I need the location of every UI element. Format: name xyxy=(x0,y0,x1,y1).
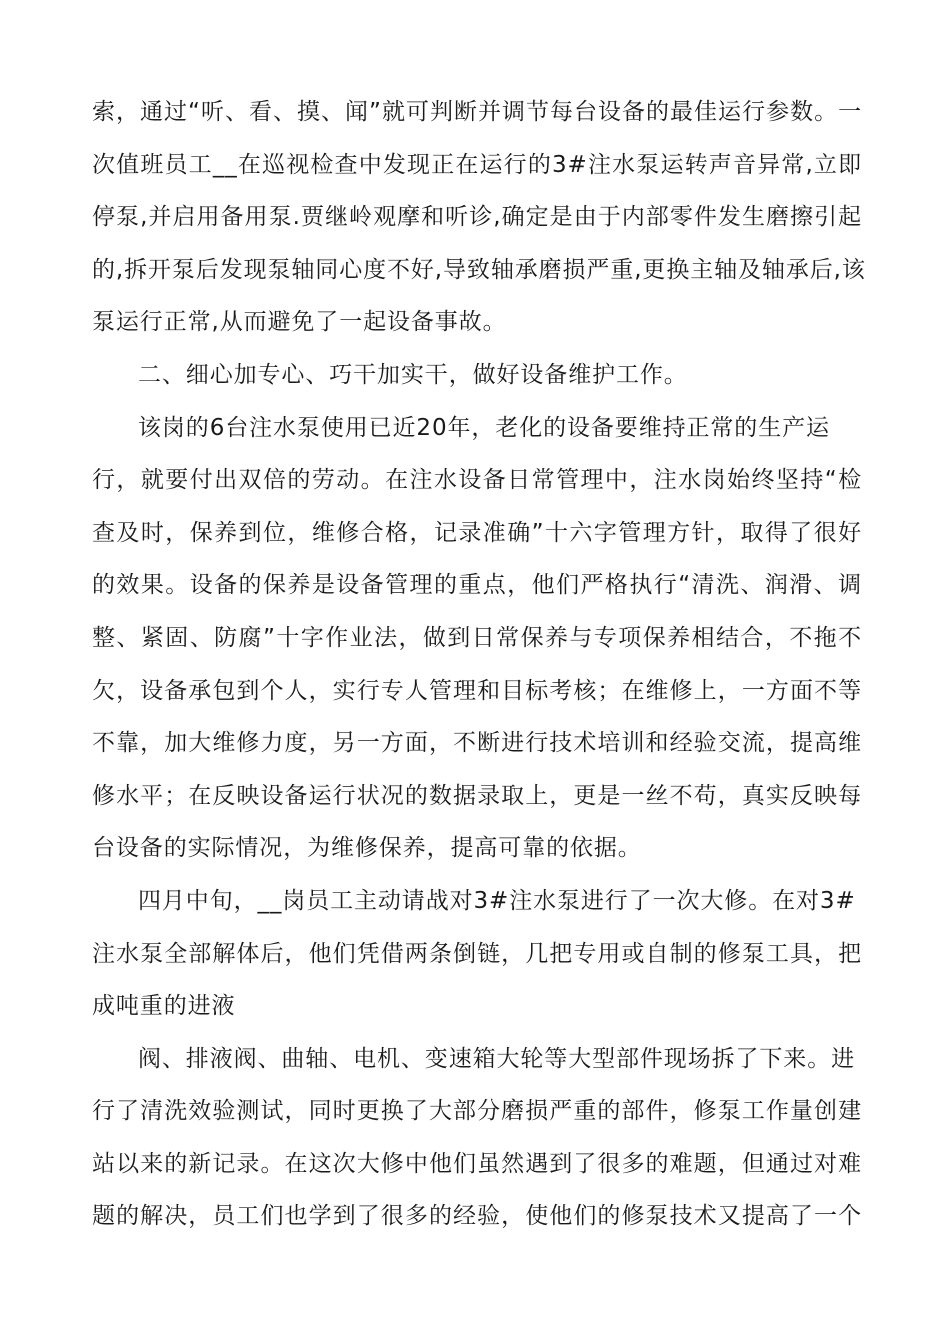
text-line: 不靠，加大维修力度，另一方面，不断进行技术培训和经验交流，提高维 xyxy=(92,730,862,757)
text-line: 站以来的新记录。在这次大修中他们虽然遇到了很多的难题，但通过对难 xyxy=(92,1150,862,1177)
document-body xyxy=(92,86,866,1243)
text-line: 题的解决，员工们也学到了很多的经验，使他们的修泵技术又提高了一个 xyxy=(92,1203,862,1230)
text-line: 停泵,并启用备用泵.贾继岭观摩和听诊,确定是由于内部零件发生磨擦引起 xyxy=(92,204,862,231)
text-line: 的效果。设备的保养是设备管理的重点，他们严格执行“清洗、润滑、调 xyxy=(92,572,862,599)
text-line: 欠，设备承包到个人，实行专人管理和目标考核；在维修上，一方面不等 xyxy=(92,677,862,704)
text-line: 行，就要付出双倍的劳动。在注水设备日常管理中，注水岗始终坚持“检 xyxy=(92,467,862,494)
text-line: 阀、排液阀、曲轴、电机、变速箱大轮等大型部件现场拆了下来。进 xyxy=(138,1045,855,1072)
paragraph-overhaul xyxy=(92,875,862,1033)
paragraph-pump-diagnosis xyxy=(92,86,866,349)
text-line: 台设备的实际情况，为维修保养，提高可靠的依据。 xyxy=(92,835,642,862)
text-line: 行了清洗效验测试，同时更换了大部分磨损严重的部件，修泵工作量创建 xyxy=(92,1098,862,1125)
text-line: 四月中旬，__岗员工主动请战对3#注水泵进行了一次大修。在对3# xyxy=(138,887,856,914)
text-line: 该岗的6台注水泵使用已近20年，老化的设备要维持正常的生产运 xyxy=(138,414,830,441)
text-line: 修水平；在反映设备运行状况的数据录取上，更是一丝不苟，真实反映每 xyxy=(92,782,862,809)
text-line: 查及时，保养到位，维修合格，记录准确”十六字管理方针，取得了很好 xyxy=(92,519,862,546)
text-line: 成吨重的进液 xyxy=(92,993,236,1020)
paragraph-maintenance xyxy=(92,402,862,875)
section-heading xyxy=(92,349,862,402)
text-line: 泵运行正常,从而避免了一起设备事故。 xyxy=(92,309,507,336)
text-line: 整、紧固、防腐”十字作业法，做到日常保养与专项保养相结合，不拖不 xyxy=(92,624,862,651)
text-line: 注水泵全部解体后，他们凭借两条倒链，几把专用或自制的修泵工具，把 xyxy=(92,940,862,967)
text-line: 二、细心加专心、巧干加实干，做好设备维护工作。 xyxy=(138,361,688,388)
text-line: 的,拆开泵后发现泵轴同心度不好,导致轴承磨损严重,更换主轴及轴承后,该 xyxy=(92,256,866,283)
text-line: 索，通过“听、看、摸、闻”就可判断并调节每台设备的最佳运行参数。一 xyxy=(92,99,862,125)
paragraph-overhaul-continued xyxy=(92,1033,862,1243)
text-line: 次值班员工__在巡视检查中发现正在运行的3#注水泵运转声音异常,立即 xyxy=(92,151,862,178)
